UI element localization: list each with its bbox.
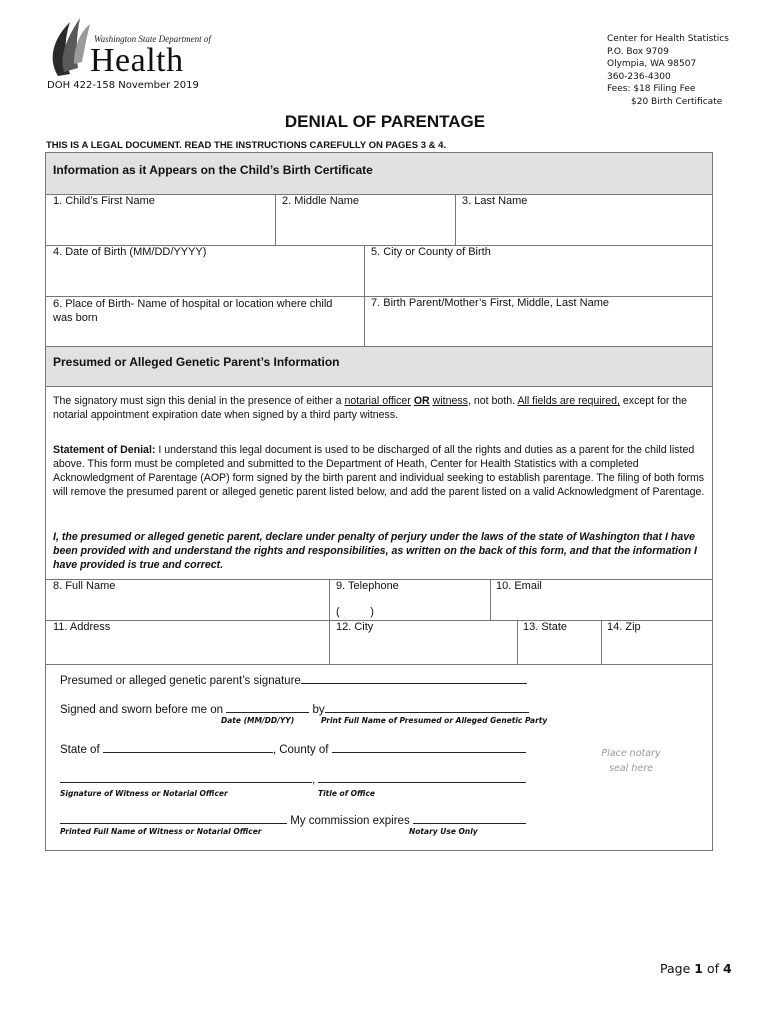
field-date-of-birth[interactable]: 4. Date of Birth (MM/DD/YYYY) bbox=[53, 246, 207, 258]
legal-notice: THIS IS A LEGAL DOCUMENT. READ THE INSTRUCTIONS CAREFULLY ON PAGES 3 & 4. bbox=[46, 140, 447, 151]
caption-date: Date (MM/DD/YY) bbox=[221, 716, 295, 725]
telephone-area-code: ( ) bbox=[336, 606, 374, 618]
field-child-first-name[interactable]: 1. Child’s First Name bbox=[53, 195, 155, 207]
section-child-info-heading: Information as it Appears on the Child’s Birth Certificate bbox=[46, 153, 712, 194]
witness-signature-line[interactable]: , bbox=[60, 772, 526, 786]
caption-witness-signature: Signature of Witness or Notarial Officer bbox=[60, 789, 228, 798]
field-place-of-birth[interactable]: 6. Place of Birth- Name of hospital or location where child was born bbox=[53, 298, 333, 324]
form-title: DENIAL OF PARENTAGE bbox=[284, 112, 486, 131]
signing-instructions: The signatory must sign this denial in the presence of either a notarial officer OR witness, not both. All fields are required, except for the notarial appointment expiration date when signed by a third party witness. bbox=[53, 395, 688, 421]
field-last-name[interactable]: 3. Last Name bbox=[462, 195, 528, 207]
field-city[interactable]: 12. City bbox=[336, 621, 374, 633]
form-box bbox=[45, 152, 713, 851]
logo-department-text: Washington State Department of bbox=[94, 34, 211, 44]
caption-title-office: Title of Office bbox=[318, 789, 376, 798]
state-county-line[interactable]: State of , County of bbox=[60, 742, 526, 756]
field-address[interactable]: 11. Address bbox=[53, 621, 111, 633]
page-number: Page 1 of 4 bbox=[660, 961, 732, 976]
agency-address bbox=[607, 33, 729, 109]
field-email[interactable]: 10. Email bbox=[496, 580, 542, 592]
section-parent-info-heading: Presumed or Alleged Genetic Parent’s Information bbox=[46, 347, 712, 386]
document-id: DOH 422-158 November 2019 bbox=[47, 80, 199, 91]
address-line: $20 Birth Certificate bbox=[631, 96, 723, 107]
field-full-name[interactable]: 8. Full Name bbox=[53, 580, 116, 592]
caption-print-name: Print Full Name of Presumed or Alleged Genetic Party bbox=[321, 716, 548, 725]
field-telephone[interactable]: 9. Telephone bbox=[336, 580, 399, 592]
declaration: I, the presumed or alleged genetic parent, declare under penalty of perjury under the laws of the state of Washington that I have been provided with and understand the rights and responsibilities, as written on the back of this form, and that the information I have provided is true and correct. bbox=[53, 531, 697, 571]
address-line: Center for Health Statistics bbox=[607, 34, 729, 44]
address-line: P.O. Box 9709 bbox=[607, 46, 669, 57]
caption-printed-name: Printed Full Name of Witness or Notarial Officer bbox=[60, 827, 262, 836]
statement-of-denial: Statement of Denial: I understand this legal document is used to be discharged of all the rights and duties as a parent for the child listed above. This form must be completed and submitted to the Department of Heath, Center for Health Statistics with a completed Acknowledgment of Parentage (AOP) form signed by the birth parent and individual seeking to establish parentage. The filing of both forms will remove the presumed parent or alleged genetic parent listed below, and add the parent listed on a valid Acknowledgment of Parentage. bbox=[53, 444, 705, 498]
sworn-date-line[interactable]: Signed and sworn before me on by bbox=[60, 702, 529, 716]
field-zip[interactable]: 14. Zip bbox=[607, 621, 641, 633]
field-middle-name[interactable]: 2. Middle Name bbox=[282, 195, 360, 207]
parent-signature-line[interactable]: Presumed or alleged genetic parent’s signature bbox=[60, 673, 527, 687]
logo-health-text: Health bbox=[90, 42, 184, 79]
address-line: Olympia, WA 98507 bbox=[607, 59, 697, 70]
field-city-county-birth[interactable]: 5. City or County of Birth bbox=[371, 246, 491, 258]
caption-notary-use-only: Notary Use Only bbox=[409, 827, 478, 836]
address-line: Fees: $18 Filing Fee bbox=[607, 84, 696, 95]
notary-seal-area: Place notary seal here bbox=[601, 748, 661, 774]
field-state[interactable]: 13. State bbox=[523, 621, 568, 633]
address-line: 360-236-4300 bbox=[607, 71, 671, 82]
field-birth-parent-name[interactable]: 7. Birth Parent/Mother’s First, Middle, Last Name bbox=[371, 297, 610, 309]
commission-expires-line[interactable]: My commission expires bbox=[60, 813, 526, 827]
doh-logo-mark-icon bbox=[44, 14, 92, 78]
